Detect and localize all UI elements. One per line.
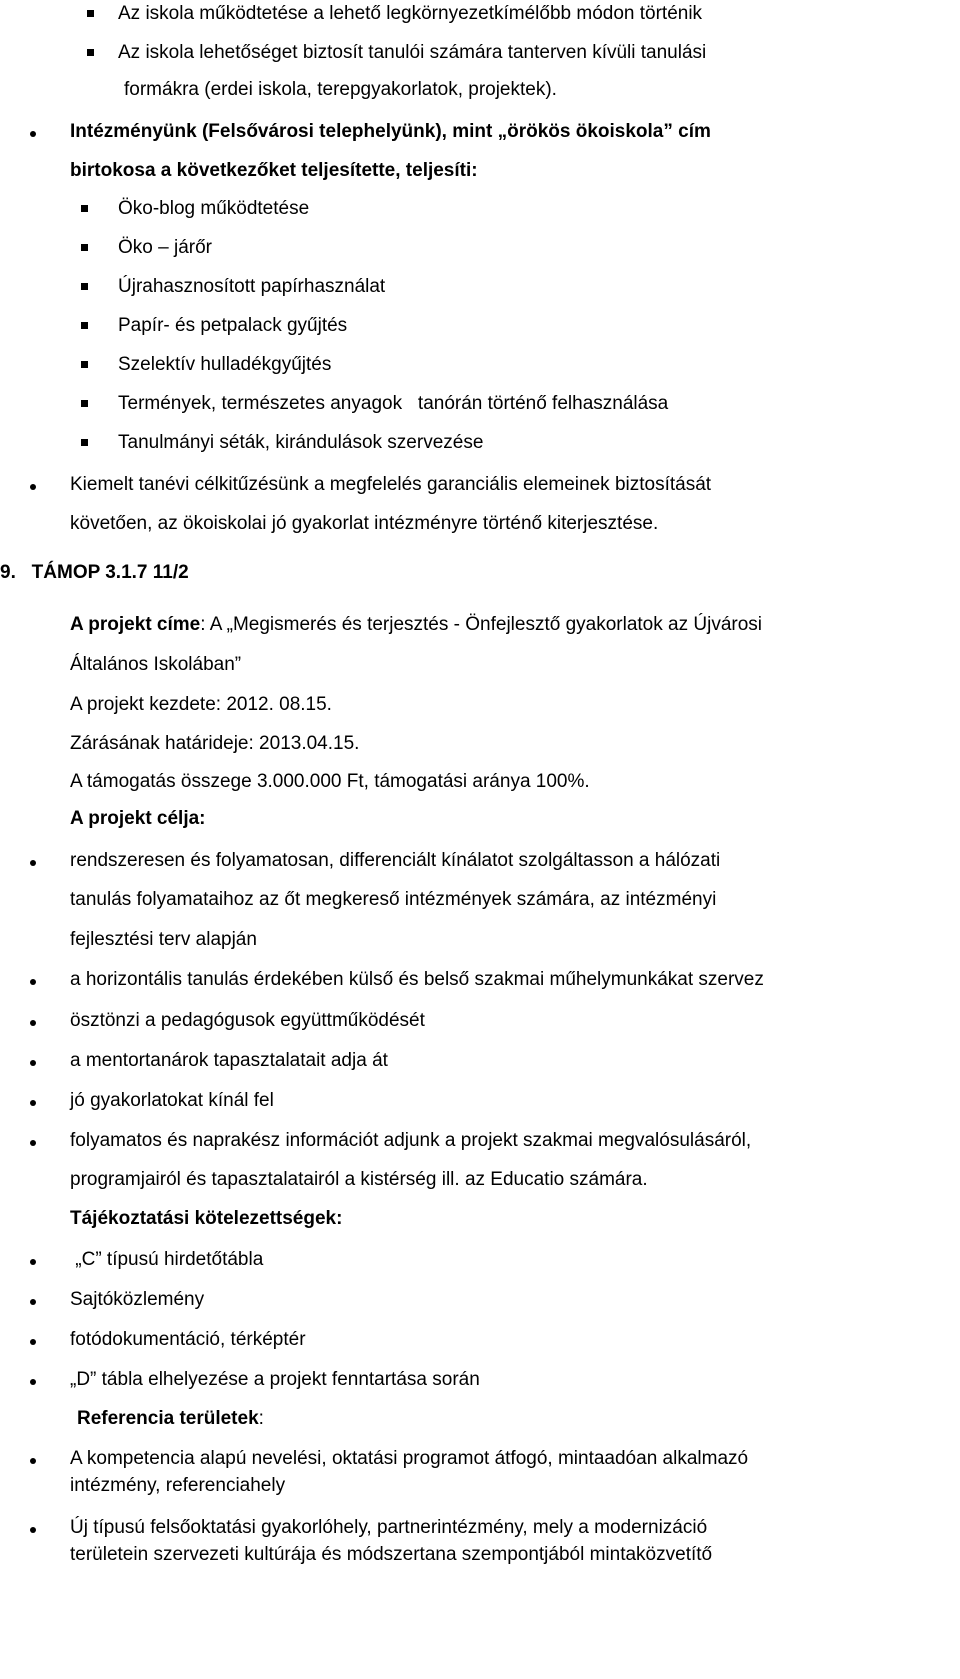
list-item: rendszeresen és folyamatosan, differenciált kínálatot szolgáltasson a hálózati	[70, 850, 721, 871]
goal-line: követően, az ökoiskolai jó gyakorlat intézményre történő kiterjesztése.	[70, 513, 659, 534]
list-item: Új típusú felsőoktatási gyakorlóhely, partnerintézmény, mely a modernizáció	[70, 1517, 708, 1538]
project-title-value: : A „Megismerés és terjesztés - Önfejlesztő gyakorlatok az Újvárosi	[200, 614, 762, 635]
list-item: Tanulmányi séták, kirándulások szervezése	[118, 432, 484, 453]
list-item: „C” típusú hirdetőtábla	[70, 1249, 264, 1270]
list-item-continuation: intézmény, referenciahely	[70, 1475, 286, 1496]
list-item-continuation: fejlesztési terv alapján	[70, 929, 257, 950]
list-item: Öko – járőr	[118, 237, 212, 258]
round-bullet-icon	[30, 1379, 36, 1385]
list-item: a horizontális tanulás érdekében külső és belső szakmai műhelymunkákat szervez	[70, 969, 764, 990]
list-item: Termények, természetes anyagok tanórán történő felhasználása	[118, 393, 669, 414]
list-item: Szelektív hulladékgyűjtés	[118, 354, 332, 375]
square-bullet-icon	[81, 283, 88, 290]
round-bullet-icon	[30, 1299, 36, 1305]
round-bullet-icon	[30, 131, 36, 137]
project-title-label: A projekt címe	[70, 614, 201, 635]
project-title-continuation: Általános Iskolában”	[70, 654, 242, 675]
list-item-continuation: tanulás folyamataihoz az őt megkereső intézmények számára, az intézményi	[70, 889, 717, 910]
list-item: Az iskola működtetése a lehető legkörnyezetkímélőbb módon történik	[118, 3, 703, 24]
round-bullet-icon	[30, 1339, 36, 1345]
reference-heading-colon: :	[258, 1408, 264, 1429]
list-item: a mentortanárok tapasztalatait adja át	[70, 1050, 388, 1071]
project-start: A projekt kezdete: 2012. 08.15.	[70, 694, 332, 715]
list-item-continuation: programjairól és tapasztalatairól a kistérség ill. az Educatio számára.	[70, 1169, 648, 1190]
square-bullet-icon	[81, 439, 88, 446]
project-amount: A támogatás összege 3.000.000 Ft, támogatási aránya 100%.	[70, 771, 590, 792]
project-aim-heading: A projekt célja:	[70, 808, 206, 829]
square-bullet-icon	[81, 400, 88, 407]
project-title	[70, 614, 762, 636]
round-bullet-icon	[30, 1458, 36, 1464]
square-bullet-icon	[81, 244, 88, 251]
reference-heading	[77, 1408, 264, 1430]
list-item: folyamatos és naprakész információt adjunk a projekt szakmai megvalósulásáról,	[70, 1130, 752, 1151]
list-item: Újrahasznosított papírhasználat	[118, 276, 386, 297]
list-item-continuation: formákra (erdei iskola, terepgyakorlatok, projektek).	[124, 79, 557, 100]
list-item: Öko-blog működtetése	[118, 198, 310, 219]
list-item: jó gyakorlatokat kínál fel	[70, 1090, 274, 1111]
round-bullet-icon	[30, 1060, 36, 1066]
goal-line: Kiemelt tanévi célkitűzésünk a megfelelés garanciális elemeinek biztosítását	[70, 474, 712, 495]
round-bullet-icon	[30, 1020, 36, 1026]
square-bullet-icon	[81, 205, 88, 212]
list-item: Az iskola lehetőséget biztosít tanulói számára tanterven kívüli tanulási	[118, 42, 707, 63]
round-bullet-icon	[30, 1527, 36, 1533]
section-heading: 9. TÁMOP 3.1.7 11/2	[0, 562, 189, 583]
list-item-continuation: területein szervezeti kultúrája és módszertana szempontjából mintaközvetítő	[70, 1544, 713, 1565]
round-bullet-icon	[30, 1259, 36, 1265]
eco-intro-line: birtokosa a következőket teljesítette, teljesíti:	[70, 160, 478, 181]
list-item: ösztönzi a pedagógusok együttműködését	[70, 1010, 425, 1031]
square-bullet-icon	[87, 49, 94, 56]
round-bullet-icon	[30, 1100, 36, 1106]
eco-intro-line: Intézményünk (Felsővárosi telephelyünk), mint „örökös ökoiskola” cím	[70, 121, 711, 142]
square-bullet-icon	[81, 361, 88, 368]
list-item: A kompetencia alapú nevelési, oktatási programot átfogó, mintaadóan alkalmazó	[70, 1448, 749, 1469]
round-bullet-icon	[30, 1140, 36, 1146]
list-item: fotódokumentáció, térképtér	[70, 1329, 306, 1350]
square-bullet-icon	[81, 322, 88, 329]
round-bullet-icon	[30, 979, 36, 985]
round-bullet-icon	[30, 860, 36, 866]
square-bullet-icon	[87, 10, 94, 17]
list-item: Papír- és petpalack gyűjtés	[118, 315, 348, 336]
round-bullet-icon	[30, 484, 36, 490]
project-deadline: Zárásának határideje: 2013.04.15.	[70, 733, 360, 754]
list-item: Sajtóközlemény	[70, 1289, 205, 1310]
list-item: „D” tábla elhelyezése a projekt fenntartása során	[70, 1369, 480, 1390]
reference-heading-label: Referencia területek	[77, 1408, 259, 1429]
info-heading: Tájékoztatási kötelezettségek:	[70, 1208, 343, 1229]
